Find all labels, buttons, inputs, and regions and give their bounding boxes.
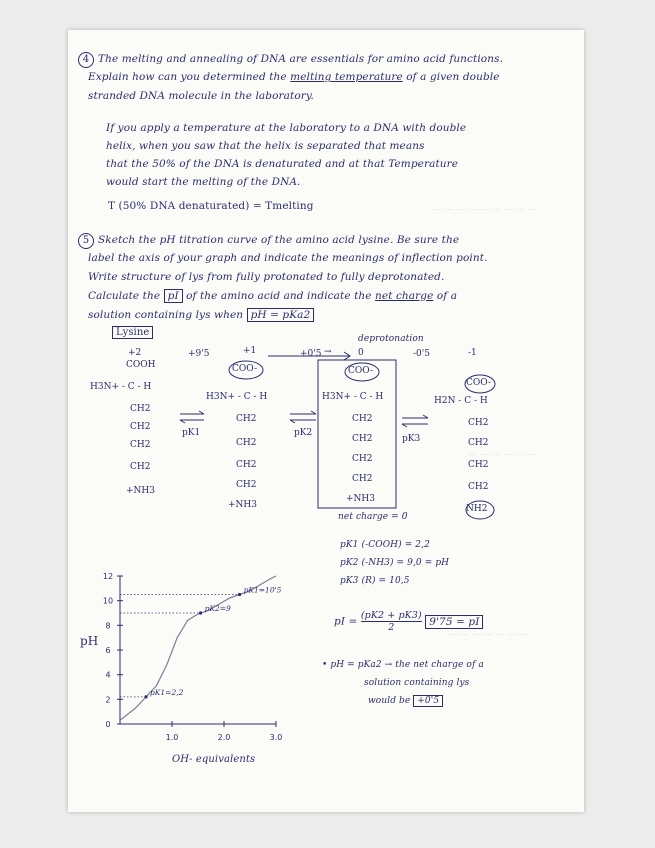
drawing-layer [68, 30, 584, 812]
transition-1: +9'5 [188, 349, 210, 359]
zwitterion-box [318, 360, 396, 508]
annotation-label: pK2=9 [204, 604, 231, 613]
note-line1: • pH = pKa2 → the net charge of a [322, 660, 484, 670]
titration-chart [103, 572, 282, 742]
coo-circle-3 [345, 363, 379, 381]
equilibrium-arrow-2 [290, 411, 316, 423]
charge-3: 0 [358, 348, 364, 358]
deprotonation-label: deprotonation [358, 334, 424, 344]
inflection-point [199, 611, 202, 614]
bleed-through: — — — — — — [468, 450, 537, 460]
y-tick-label: 10 [102, 596, 114, 606]
s1-center: H3N+ - C - H [90, 382, 152, 392]
y-tick-label: 6 [105, 646, 111, 655]
s1-chain-4: CH2 [130, 462, 151, 472]
s4-top: COO- [466, 378, 492, 388]
y-tick-label: 0 [105, 720, 111, 729]
pk1-arrow-label: pK1 [182, 428, 201, 438]
bleed-through: — — — — — — — — — [433, 205, 537, 215]
note-line3: would be +0'5 [368, 696, 443, 706]
equilibrium-arrow-1 [180, 411, 204, 423]
titration-curve [120, 576, 276, 720]
y-tick-label: 4 [105, 670, 111, 680]
s1-chain-3: CH2 [130, 440, 151, 450]
annotation-label: pK1=10'5 [243, 585, 282, 595]
q5-line5: solution containing lys when pH = pKa2 [88, 309, 314, 321]
pk3-arrow-label: pK3 [402, 434, 421, 444]
coo-circle-4 [465, 375, 495, 393]
q4-line2: Explain how can you determined the melting temperature of a given double [88, 71, 500, 83]
x-tick-label: 2.0 [217, 733, 231, 742]
x-tick-label: 1.0 [165, 733, 179, 742]
transition-3: -0'5 [413, 349, 430, 359]
q4-answer-line1: If you apply a temperature at the laboratory to a DNA with double [106, 122, 467, 134]
y-tick-label: 8 [105, 621, 111, 631]
s1-chain-1: CH2 [130, 404, 151, 414]
pk2-arrow-label: pK2 [294, 428, 313, 438]
s4-chain-4: CH2 [468, 482, 489, 492]
s4-bottom: NH2 [466, 504, 488, 514]
pk3-value: pK3 (R) = 10,5 [340, 576, 410, 586]
chart-ylabel: pH [80, 634, 99, 648]
annotation-label: pK1=2,2 [150, 687, 184, 697]
transition-2: +0'5 [300, 349, 322, 359]
notebook-page [68, 30, 584, 812]
bleed-through: — — — — — — — [448, 630, 529, 640]
s1-bottom: +NH3 [126, 486, 155, 496]
q5-line1: 5 Sketch the pH titration curve of the amino acid lysine. Be sure the [78, 233, 459, 249]
s3-chain-2: CH2 [352, 434, 373, 444]
q4-line1: 4 The melting and annealing of DNA are essentials for amino acid functions. [78, 52, 503, 68]
nh2-circle-4 [466, 501, 494, 519]
q4-answer-line3: that the 50% of the DNA is denaturated and at that Temperature [106, 158, 459, 170]
q5-number: 5 [78, 233, 94, 249]
q4-answer-line2: helix, when you saw that the helix is separated that means [106, 140, 425, 152]
deprotonation-arrow: → [324, 347, 332, 357]
s2-chain-3: CH2 [236, 460, 257, 470]
s2-center: H3N+ - C - H [206, 392, 268, 402]
s4-chain-2: CH2 [468, 438, 489, 448]
q5-line2: label the axis of your graph and indicate the meanings of inflection point. [88, 252, 488, 264]
s1-top: COOH [126, 360, 156, 370]
pk1-value: pK1 (-COOH) = 2,2 [340, 540, 430, 550]
pi-formula: pI = $\frac{(pK2 + pK3)}{2}$ 9'75 = pI [334, 610, 483, 633]
q4-line3: stranded DNA molecule in the laboratory. [88, 90, 314, 102]
lysine-label: Lysine [112, 326, 153, 339]
charge-1: +2 [128, 348, 142, 358]
s2-bottom: +NH3 [228, 500, 257, 510]
q4-answer-line4: would start the melting of the DNA. [106, 176, 301, 188]
x-tick-label: 3.0 [269, 733, 283, 742]
q4-equation: T (50% DNA denaturated) = Tmelting [108, 200, 314, 212]
charge-4: -1 [468, 348, 477, 358]
q5-line3: Write structure of lys from fully protonated to fully deprotonated. [88, 271, 445, 283]
net-charge-label: net charge = 0 [338, 512, 408, 522]
note-line2: solution containing lys [364, 678, 470, 688]
s4-chain-1: CH2 [468, 418, 489, 428]
s2-top: COO- [232, 364, 258, 374]
s3-center: H3N+ - C - H [322, 392, 384, 402]
q5-line4: Calculate the pI of the amino acid and indicate the net charge of a [88, 290, 458, 302]
charge-2: +1 [243, 346, 257, 356]
q4-number: 4 [78, 52, 94, 68]
coo-circle-2 [229, 361, 263, 379]
y-tick-label: 2 [105, 695, 111, 705]
s2-chain-1: CH2 [236, 414, 257, 424]
s2-chain-2: CH2 [236, 438, 257, 448]
s4-center: H2N - C - H [434, 396, 488, 406]
s4-chain-3: CH2 [468, 460, 489, 470]
s3-bottom: +NH3 [346, 494, 375, 504]
inflection-point [238, 593, 241, 596]
chart-xlabel: OH- equivalents [172, 754, 256, 765]
s3-chain-1: CH2 [352, 414, 373, 424]
y-tick-label: 12 [102, 572, 114, 581]
s3-top: COO- [348, 366, 374, 376]
inflection-point [144, 695, 147, 698]
s2-chain-4: CH2 [236, 480, 257, 490]
s3-chain-4: CH2 [352, 474, 373, 484]
s1-chain-2: CH2 [130, 422, 151, 432]
equilibrium-arrow-3 [402, 415, 428, 427]
s3-chain-3: CH2 [352, 454, 373, 464]
pk2-value: pK2 (-NH3) = 9,0 = pH [340, 558, 450, 568]
